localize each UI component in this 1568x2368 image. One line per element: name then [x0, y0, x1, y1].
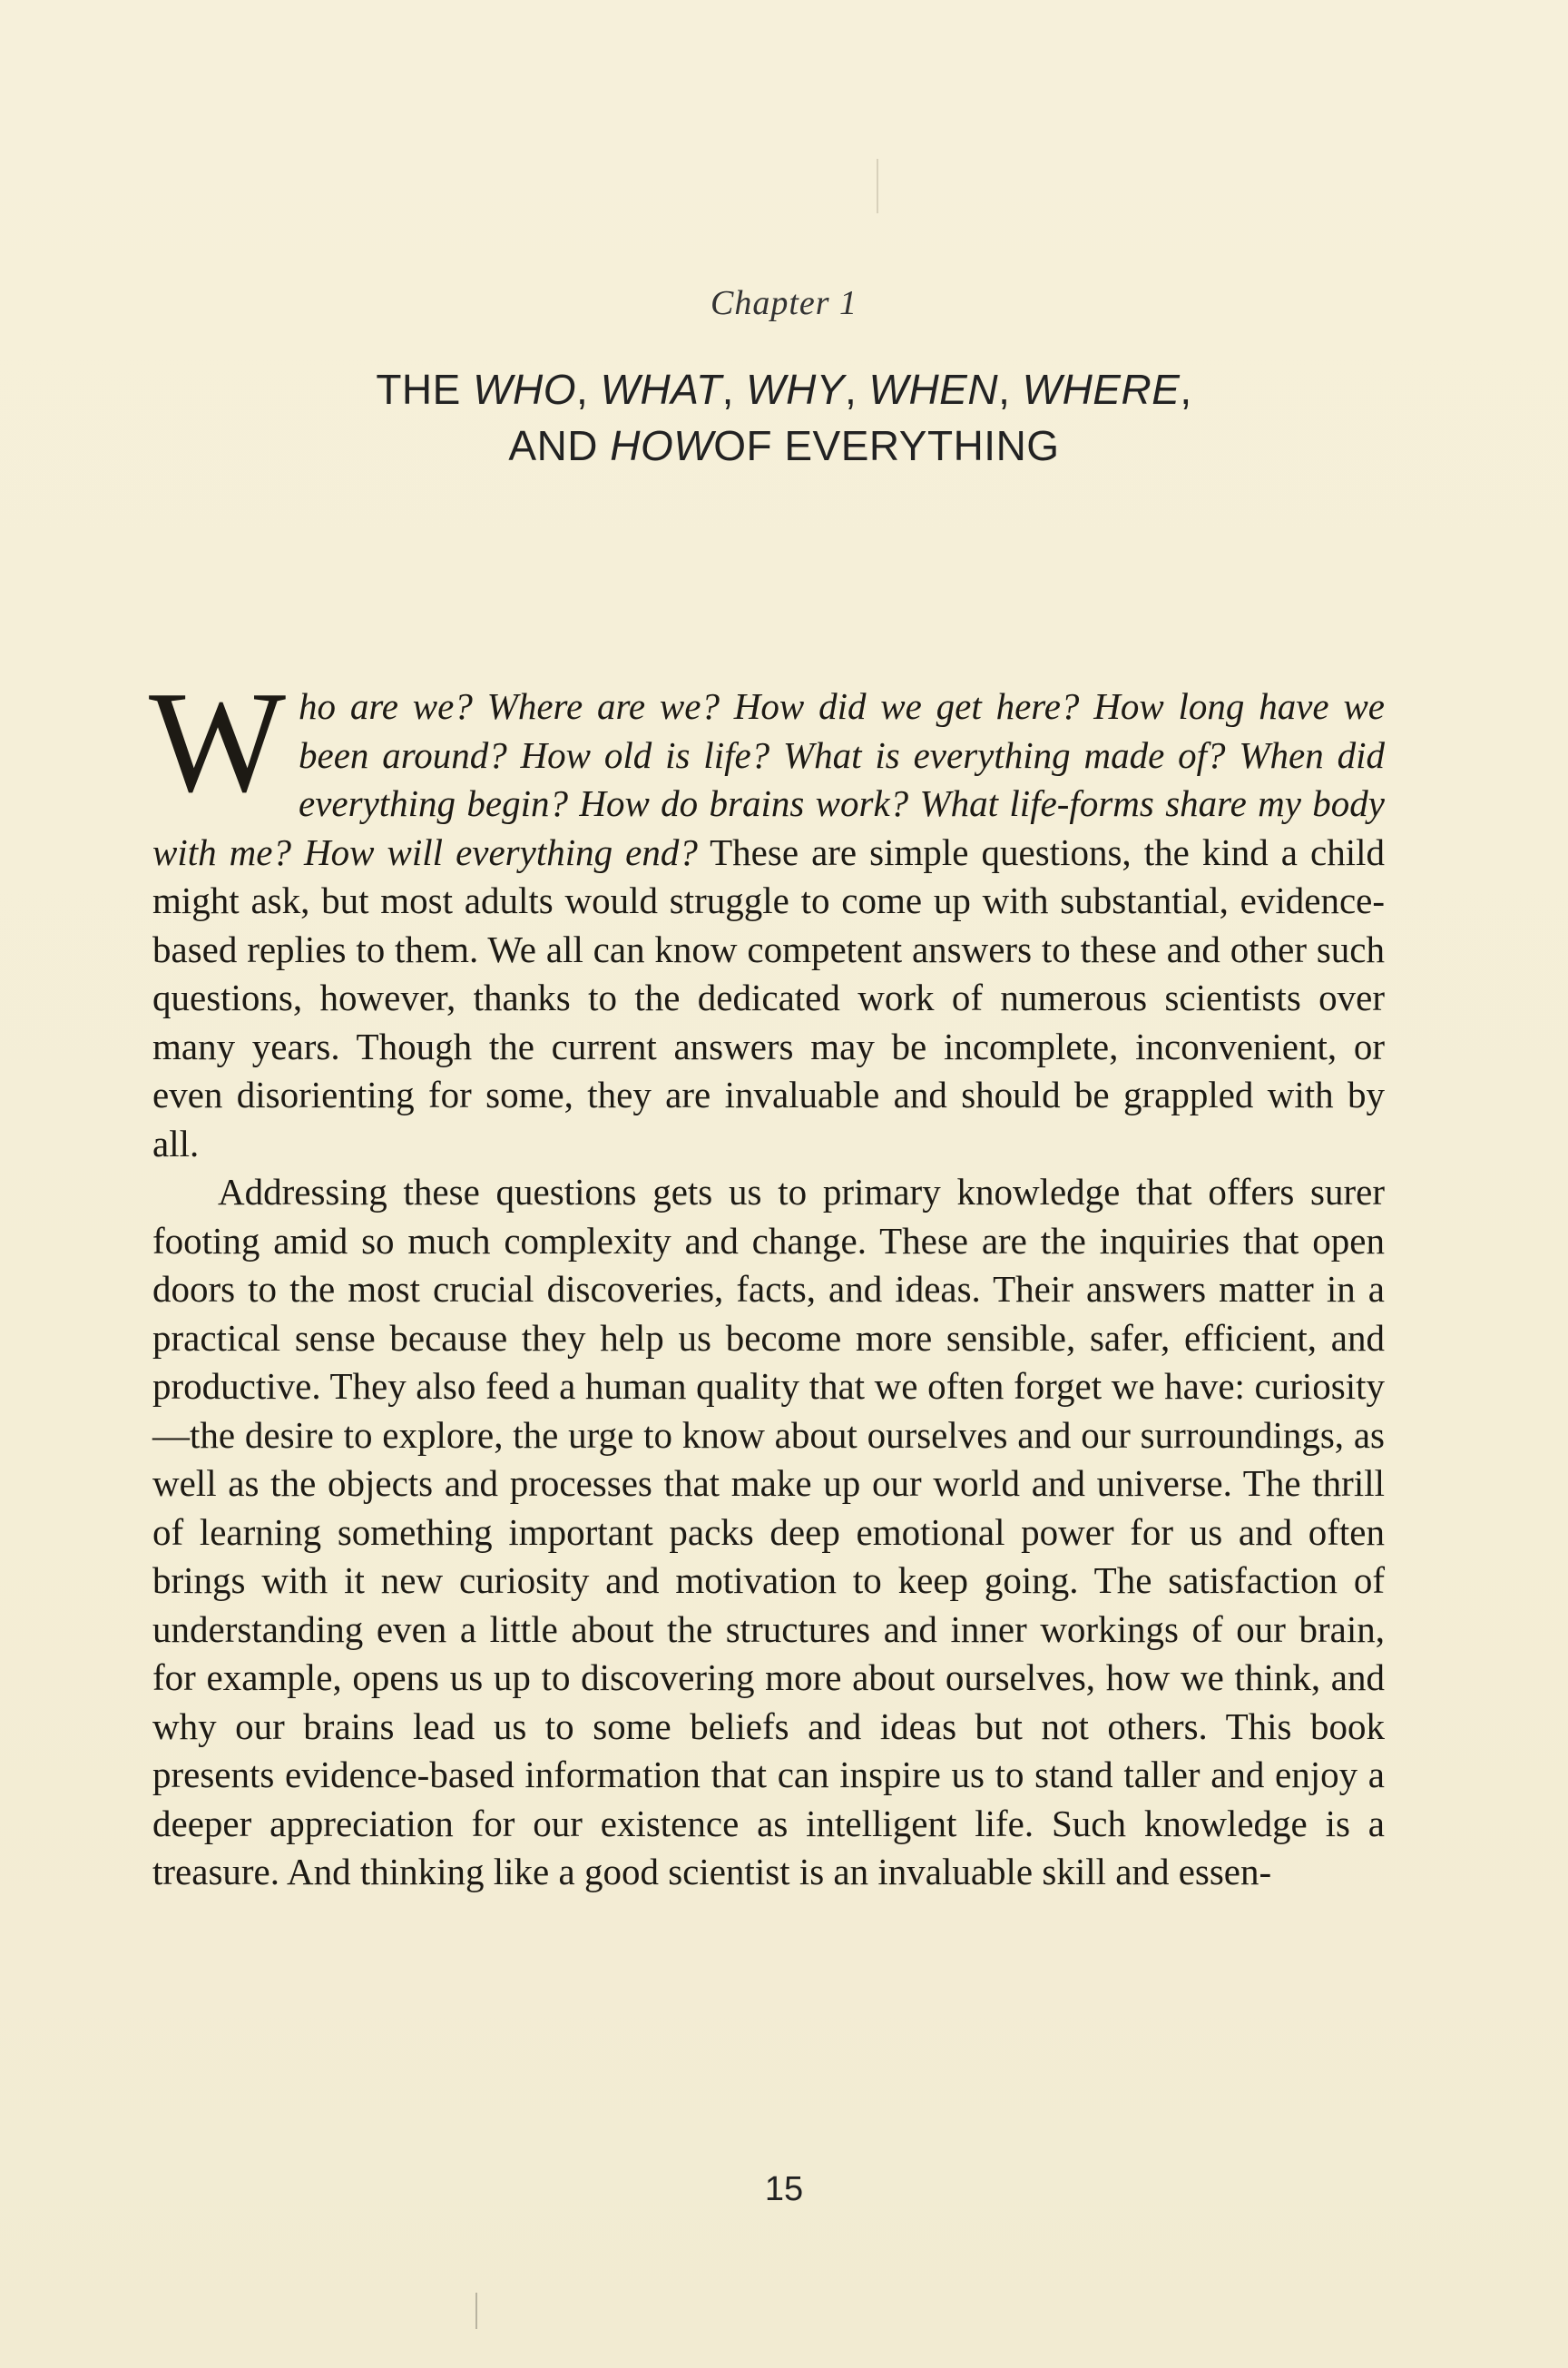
chapter-title-word: ,: [576, 366, 601, 413]
opening-questions: ho are we? Where are we? How did we get here? How long have we been around? How old is life? What is everything made of? When did everything begin? How do brains work? What life-forms share my body with me? How will everything end?: [152, 685, 1385, 873]
scan-speck: [475, 2293, 477, 2329]
chapter-title-italic-word: WHEN: [868, 366, 999, 413]
chapter-title-italic-word: WHAT: [600, 366, 722, 413]
chapter-title: [0, 361, 1568, 474]
paragraph-1-text: These are simple questions, the kind a child might ask, but most adults would struggle to come up with substantial, evidence-based replies to them. We all can know competent answers to these and other such questions, however, thanks to the dedicated work of numerous scientists over many years. Though the current answers may be incomplete, inconvenient, or even disorienting for some, they are invaluable and should be grappled with by all.: [152, 830, 1385, 1164]
paragraph-2: Addressing these questions gets us to primary knowledge that offers surer footing amid so much complexity and change. These are the inquiries that open doors to the most crucial discoveries, facts, and ideas. Their answers matter in a practical sense because they help us become more sensible, safer, efficient, and productive. They also feed a human quality that we often forget we have: curiosity—the desire to explore, the urge to know about ourselves and our surroundings, as well as the objects and processes that make up our world and universe. The thrill of learning something important packs deep emotional power for us and often brings with it new curiosity and motivation to keep going. The satisfaction of understanding even a little about the structures and inner workings of our brain, for example, opens us up to discovering more about ourselves, how we think, and why our brains lead us to some beliefs and ideas but not others. This book presents evidence-based information that can inspire us to stand taller and enjoy a deeper appreciation for our existence as intelligent life. Such knowledge is a treasure. And thinking like a good scientist is an invaluable skill and essen-: [152, 1171, 1385, 1892]
chapter-title-italic-word: WHERE: [1022, 366, 1181, 413]
scan-speck: [877, 159, 878, 213]
chapter-title-word: ,: [844, 366, 869, 413]
paragraph-1: [149, 661, 1385, 1168]
chapter-title-italic-word: WHY: [746, 366, 845, 413]
chapter-label: Chapter 1: [710, 284, 858, 322]
page-number: 15: [764, 2170, 804, 2208]
chapter-title-word: OF EVERYTHING: [713, 422, 1060, 469]
chapter-title-word: ,: [1180, 366, 1192, 413]
chapter-title-word: ,: [998, 366, 1023, 413]
drop-cap: W: [149, 661, 287, 822]
chapter-title-line-1: [0, 361, 1568, 418]
chapter-title-line-2: [0, 418, 1568, 474]
chapter-title-italic-word: WHO: [473, 366, 577, 413]
chapter-body: [149, 661, 1385, 1897]
chapter-title-word: THE: [376, 366, 474, 413]
chapter-title-italic-word: HOW: [610, 422, 714, 469]
chapter-title-word: AND: [508, 422, 611, 469]
chapter-title-word: ,: [721, 366, 747, 413]
